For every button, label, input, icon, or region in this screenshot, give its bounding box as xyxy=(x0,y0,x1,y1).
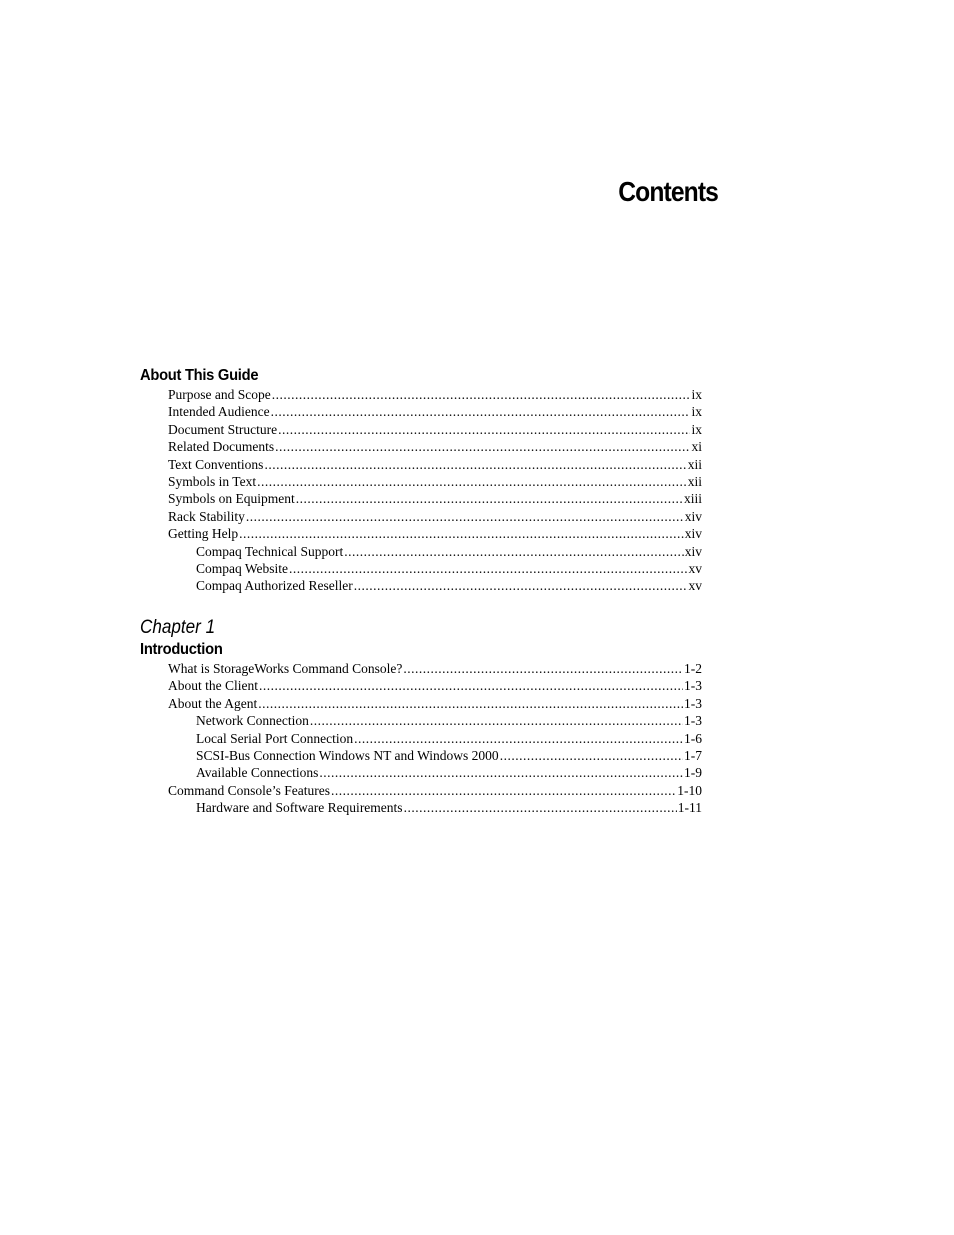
page-title: Contents xyxy=(618,176,718,207)
toc-entry-title: Getting Help xyxy=(168,526,239,542)
toc-entry-title: Symbols in Text xyxy=(168,473,257,489)
toc-entry[interactable] xyxy=(140,799,702,816)
toc-entry-title: Related Documents xyxy=(168,439,275,455)
toc-entry-title: About the Agent xyxy=(168,695,258,711)
toc-entry-page: ix xyxy=(691,421,702,437)
toc-entry[interactable] xyxy=(140,473,702,490)
toc-entry[interactable] xyxy=(140,386,702,403)
toc-entry-page: 1-9 xyxy=(684,765,702,781)
toc-leader-dots xyxy=(239,525,684,542)
toc-entry-page: xii xyxy=(687,473,702,489)
section-heading-about: About This Guide xyxy=(140,367,259,384)
toc-entry-page: xiv xyxy=(684,543,702,559)
section-heading-introduction: Introduction xyxy=(140,641,223,658)
toc-entry[interactable] xyxy=(140,695,702,712)
toc-list-about xyxy=(140,386,702,595)
toc-entry[interactable] xyxy=(140,730,702,747)
toc-entry-page: xv xyxy=(688,560,702,576)
toc-entry-title: Command Console’s Features xyxy=(168,782,330,798)
toc-entry-page: xiii xyxy=(683,491,702,507)
toc-entry-page: 1-3 xyxy=(684,713,702,729)
toc-leader-dots xyxy=(500,747,683,764)
toc-entry-title: Purpose and Scope xyxy=(168,387,271,402)
toc-entry-page: xiv xyxy=(684,526,702,542)
toc-entry-page: ix xyxy=(691,387,702,402)
toc-leader-dots xyxy=(257,473,687,490)
chapter-label: Chapter 1 xyxy=(140,617,216,638)
toc-leader-dots xyxy=(296,490,683,507)
toc-entry[interactable] xyxy=(140,421,702,438)
toc-entry-title: Network Connection xyxy=(196,713,309,729)
toc-entry-page: 1-11 xyxy=(677,800,702,816)
toc-leader-dots xyxy=(272,386,691,403)
toc-leader-dots xyxy=(354,577,688,594)
toc-leader-dots xyxy=(404,799,677,816)
toc-leader-dots xyxy=(403,660,683,677)
toc-leader-dots xyxy=(258,695,683,712)
toc-leader-dots xyxy=(310,712,683,729)
toc-entry[interactable] xyxy=(140,660,702,677)
toc-entry-title: What is StorageWorks Command Console? xyxy=(168,661,403,676)
toc-entry[interactable] xyxy=(140,438,702,455)
toc-leader-dots xyxy=(275,438,690,455)
toc-entry-title: Available Connections xyxy=(196,765,319,781)
toc-entry-title: Intended Audience xyxy=(168,404,270,420)
toc-entry-title: Rack Stability xyxy=(168,508,245,524)
toc-entry-page: xi xyxy=(691,439,702,455)
toc-leader-dots xyxy=(331,782,676,799)
toc-entry[interactable] xyxy=(140,782,702,799)
toc-entry[interactable] xyxy=(140,560,702,577)
toc-entry-title: Symbols on Equipment xyxy=(168,491,295,507)
toc-entry-page: 1-7 xyxy=(684,747,702,763)
toc-entry-page: 1-10 xyxy=(677,782,702,798)
toc-entry[interactable] xyxy=(140,747,702,764)
toc-entry[interactable] xyxy=(140,577,702,594)
toc-entry-page: 1-6 xyxy=(684,730,702,746)
toc-leader-dots xyxy=(246,508,684,525)
toc-entry-page: xv xyxy=(688,578,702,594)
toc-leader-dots xyxy=(271,403,691,420)
toc-entry[interactable] xyxy=(140,508,702,525)
toc-entry-title: About the Client xyxy=(168,678,258,694)
toc-leader-dots xyxy=(264,456,686,473)
toc-entry[interactable] xyxy=(140,490,702,507)
about-this-guide-section xyxy=(140,366,702,595)
toc-entry-title: Text Conventions xyxy=(168,456,264,472)
toc-leader-dots xyxy=(278,421,690,438)
toc-entry-page: 1-3 xyxy=(684,678,702,694)
toc-entry[interactable] xyxy=(140,525,702,542)
toc-entry-title: Compaq Website xyxy=(196,560,289,576)
toc-entry[interactable] xyxy=(140,403,702,420)
toc-list-chapter-1 xyxy=(140,660,702,817)
toc-leader-dots xyxy=(344,543,683,560)
toc-entry-page: xii xyxy=(687,456,702,472)
toc-leader-dots xyxy=(319,764,683,781)
toc-entry-page: xiv xyxy=(684,508,702,524)
toc-entry-page: ix xyxy=(691,404,702,420)
toc-leader-dots xyxy=(259,677,683,694)
toc-entry-title: Compaq Authorized Reseller xyxy=(196,578,353,594)
toc-entry[interactable] xyxy=(140,456,702,473)
toc-entry[interactable] xyxy=(140,712,702,729)
toc-entry[interactable] xyxy=(140,677,702,694)
toc-entry-title: Compaq Technical Support xyxy=(196,543,344,559)
toc-leader-dots xyxy=(354,730,683,747)
toc-entry-title: Hardware and Software Requirements xyxy=(196,800,403,816)
toc-entry-title: Document Structure xyxy=(168,421,278,437)
toc-entry-title: Local Serial Port Connection xyxy=(196,730,354,746)
toc-leader-dots xyxy=(289,560,687,577)
toc-entry-page: 1-2 xyxy=(684,661,702,676)
toc-entry-page: 1-3 xyxy=(684,695,702,711)
toc-entry[interactable] xyxy=(140,764,702,781)
toc-entry[interactable] xyxy=(140,543,702,560)
toc-entry-title: SCSI-Bus Connection Windows NT and Windows 2000 xyxy=(196,747,499,763)
chapter-1-section xyxy=(140,616,702,817)
